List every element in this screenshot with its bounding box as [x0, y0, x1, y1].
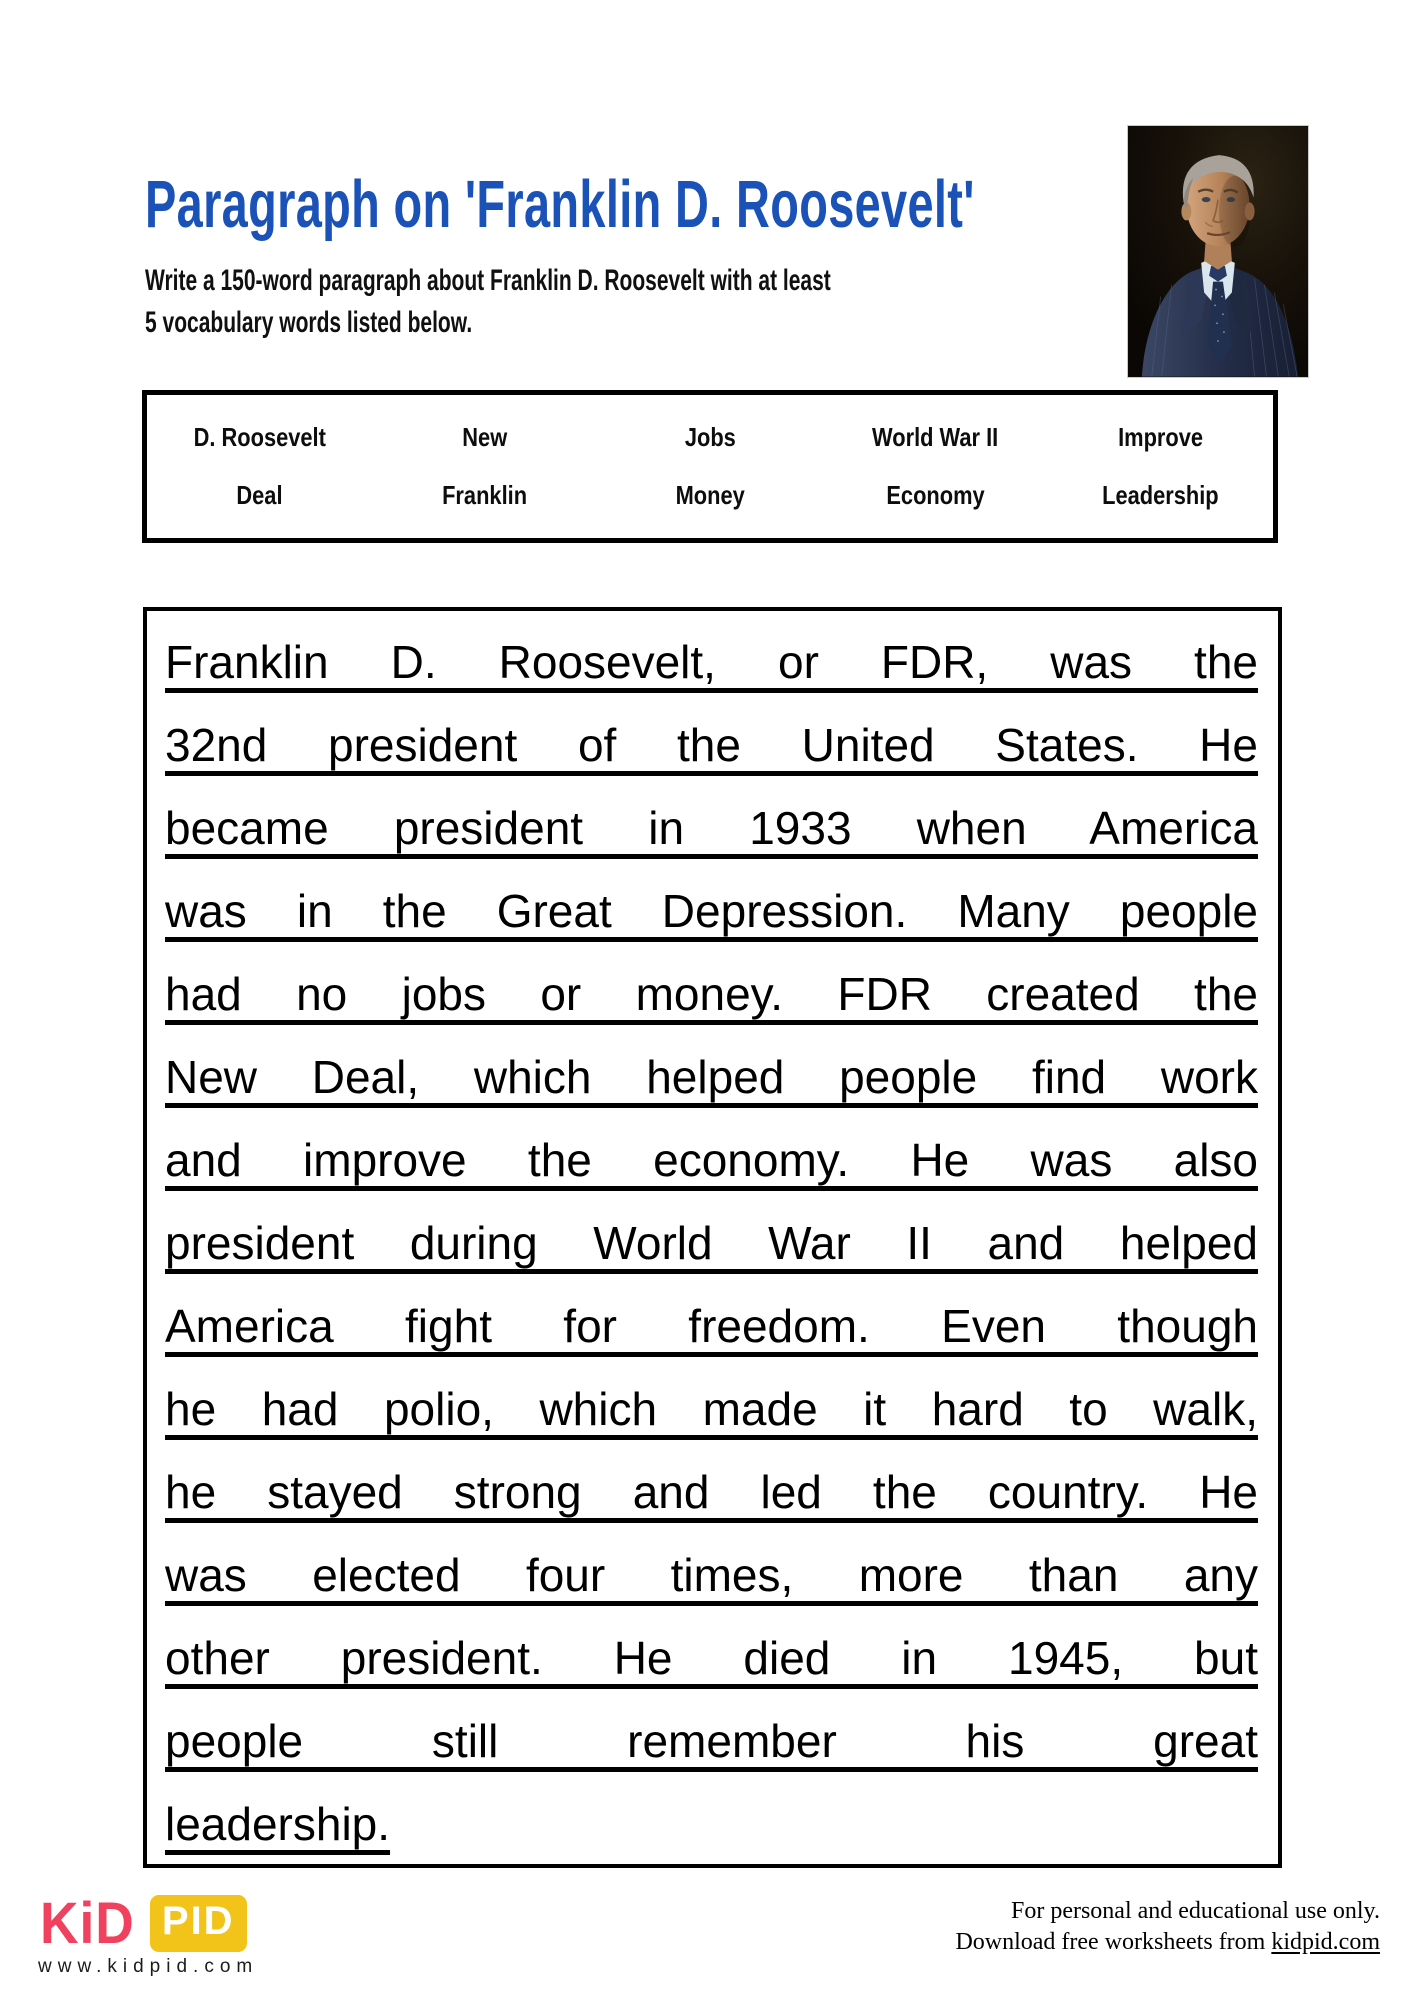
vocab-word: D. Roosevelt [193, 422, 326, 452]
usage-notice [955, 1896, 1380, 1958]
usage-notice-line-1: For personal and educational use only. [1010, 1898, 1380, 1924]
paragraph-line: and improve the economy. He was also [165, 1134, 1258, 1186]
fdr-portrait-photo [1127, 125, 1309, 378]
vocab-word: Leadership [1102, 480, 1219, 510]
paragraph-line: president during World War II and helped [165, 1217, 1258, 1269]
vocab-word: Money [675, 480, 745, 510]
vocab-word: Franklin [442, 480, 528, 510]
instructions-line-2: 5 vocabulary words listed below. [145, 306, 473, 339]
paragraph-line: he had polio, which made it hard to walk, [165, 1383, 1258, 1435]
page-title: Paragraph on 'Franklin D. Roosevelt' [145, 167, 975, 242]
paragraph-line: became president in 1933 when America [165, 802, 1258, 854]
paragraph-answer-box [143, 607, 1282, 1868]
vocab-word: New [462, 422, 508, 452]
kidpid-link[interactable]: kidpid.com [1271, 1929, 1380, 1955]
paragraph-line: was elected four times, more than any [165, 1549, 1258, 1601]
vocab-word: Improve [1117, 422, 1203, 452]
logo-pid-badge: PID [150, 1895, 247, 1952]
vocab-word: Deal [236, 480, 283, 510]
instructions [145, 260, 1125, 344]
paragraph-line: 32nd president of the United States. He [165, 719, 1258, 771]
vocab-word: Economy [886, 480, 985, 510]
instructions-line-1: Write a 150-word paragraph about Franklin D. Roosevelt with at least [145, 264, 831, 297]
website-url: www.kidpid.com [38, 1956, 259, 1977]
paragraph-line: people still remember his great [165, 1715, 1258, 1767]
fdr-portrait-illustration [1128, 126, 1308, 377]
paragraph-line: had no jobs or money. FDR created the [165, 968, 1258, 1020]
paragraph-line: was in the Great Depression. Many people [165, 885, 1258, 937]
vocab-row-1 [147, 422, 1273, 453]
vocab-word: Jobs [684, 422, 736, 452]
vocab-row-2 [147, 480, 1273, 511]
vocab-word: World War II [872, 422, 999, 452]
paragraph-line: he stayed strong and led the country. He [165, 1466, 1258, 1518]
paragraph-line: leadership. [165, 1798, 391, 1850]
paragraph-line: other president. He died in 1945, but [165, 1632, 1258, 1684]
kidpid-logo [40, 1890, 247, 1957]
usage-notice-line-2: Download free worksheets from kidpid.com [955, 1929, 1380, 1955]
paragraph-line: New Deal, which helped people find work [165, 1051, 1258, 1103]
paragraph-line: America fight for freedom. Even though [165, 1300, 1258, 1352]
vocabulary-box [142, 390, 1278, 543]
logo-kid-text: KiD [40, 1891, 135, 1956]
paragraph-line: Franklin D. Roosevelt, or FDR, was the [165, 636, 1258, 688]
